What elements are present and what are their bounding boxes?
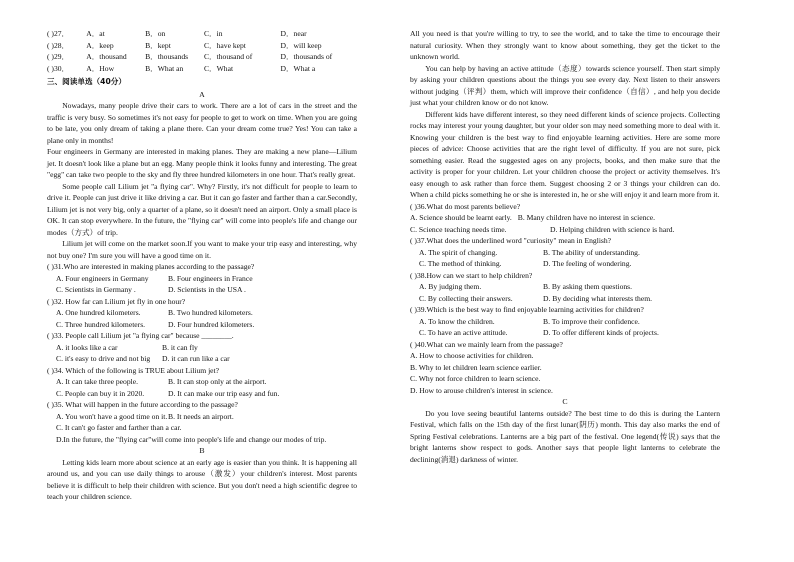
answer-option: C. Three hundred kilometers. <box>56 319 146 329</box>
option-line <box>47 319 357 331</box>
answer-option: A. By judging them. <box>419 282 482 291</box>
option-cell: B．on <box>145 29 166 38</box>
answer-option: B. it can fly <box>162 342 198 352</box>
passage-c-heading: C <box>562 397 568 406</box>
option-cell: C．What <box>203 63 234 73</box>
answer-option: C. Why not force children to learn science. <box>410 374 541 383</box>
question-35-option-d: D.In the future, the "flying car"will come into people's life and change our modes of trip. <box>56 434 327 444</box>
passage-b-questions <box>410 201 720 339</box>
paragraph: Nowadays, many people drive their cars to work. There are a lot of cars in the street and the traffic is very busy. So sometimes it's not easy for people to get to work on time. When you are going to be late, you only dream of taking a plane there. Can your dream come true? Yes! You can take a plane only in months! <box>47 101 357 145</box>
option-cell: A．keep <box>86 40 114 50</box>
option-line <box>47 342 357 354</box>
answer-option: A. To know the children. <box>419 316 495 326</box>
paragraph: Some people call Lilium jet "a flying car". Why? Firstly, it's not difficult for people to learn to drive it. People can just drive it like driving a car. But it can go faster and farther than a car.Secondly, Lilium jet is not very big, only a quarter of a plane, so it doesn't need an airport. Only a small place is OK. It can stop everywhere. In the future, the "flying car" will come into people's life and change our modes（方式）of trip. <box>47 181 357 237</box>
option-cell: D．thousands of <box>280 52 333 61</box>
option-row <box>47 63 357 75</box>
option-line <box>47 353 357 365</box>
right-column <box>410 28 720 465</box>
answer-option: C. It can't go faster and farther than a car. <box>56 423 182 432</box>
left-column <box>47 28 357 503</box>
answer-option: D. How to arouse children's interest in science. <box>410 385 553 395</box>
paragraph: Different kids have different interest, so they need different kinds of science projects. Collecting rocks may interest your young daughter, but your older son may need something more to deal with it. Knowing your children is the best way to find enjoyable learning activities. Here are some more pieces of advice: Choose activities that are the right level of difficulty. If you are not sure, pick something easier. Read the suggested ages on any projects, books, and then make sure that the activity is proper for your children. Let your children choose the project or activity themselves. It's easy enough to ask rather than force them. Suggest choosing 2 or 3 things your children can do. When a child picks something he or she is interested in, he or she will enjoy it and learn more from it. <box>410 109 720 199</box>
passage-c-paragraph: Do you love seeing beautiful lanterns outside? The best time to do this is during the Lantern Festival, which falls on the 15th day of the first lunar(阴历) month. This day also marks the end of Spring Festival celebrations. Lanterns are a big part of the festival. One legend(传说) says that the bright lanterns show respect to gods. Another says that people light lanterns to celebrate the declining(消退) darkness of winter. <box>410 408 720 464</box>
option-cell: C．in <box>203 29 223 38</box>
answer-option: D. Four hundred kilometers. <box>168 319 255 329</box>
question-stem: ( )33. People call Lilium jet "a flying car" because ________. <box>47 331 234 340</box>
option-cell: C．thousand of <box>203 52 253 61</box>
answer-option: C. Science teaching needs time. <box>410 224 507 234</box>
passage-a-questions <box>47 261 357 434</box>
option-line <box>47 411 357 423</box>
answer-option: A. Science should be learnt early. <box>410 213 512 222</box>
paragraph: Lilium jet will come on the market soon.If you want to make your trip easy and interesting, why not buy one? I'm sure you will have a good time on it. <box>47 239 357 260</box>
question-stem: ( )36.What do most parents believe? <box>410 201 521 211</box>
answer-option: D. To offer different kinds of projects. <box>543 328 659 337</box>
question-stem: ( )38.How can we start to help children? <box>410 270 533 280</box>
answer-option: D. it can run like a car <box>162 354 230 363</box>
option-line <box>410 247 720 259</box>
option-row <box>47 28 357 40</box>
question-stem: ( )37.What does the underlined word "curiosity" mean in English? <box>410 236 612 245</box>
section-heading: 三、阅读单选（40分） <box>47 77 126 86</box>
option-cell: ( )30． <box>47 63 70 73</box>
question-stem: ( )40.What can we mainly learn from the passage? <box>410 339 563 349</box>
option-line <box>410 316 720 328</box>
passage-b-heading: B <box>199 446 205 455</box>
question-stem: ( )32. How far can Lilium jet fly in one hour? <box>47 296 186 306</box>
option-cell: ( )29． <box>47 52 70 61</box>
answer-option: A. it looks like a car <box>56 342 118 352</box>
answer-option: D. Helping children with science is hard. <box>550 224 675 234</box>
option-line <box>47 284 357 296</box>
option-line <box>410 293 720 305</box>
answer-option: A. One hundred kilometers. <box>56 308 141 317</box>
option-line <box>47 273 357 285</box>
answer-option: D. By deciding what interests them. <box>543 293 653 303</box>
option-cell: ( )28． <box>47 40 70 50</box>
passage-b-left-paragraph: Letting kids learn more about science at an early age is easier than you think. It is happening all around us, and you can use daily things to arouse（激发）your children's interest. Most parents believe it is difficult to help their children with science. But you don't need a high scientific degree to teach your children science. <box>47 457 357 501</box>
answer-option: D. It can make our trip easy and fun. <box>168 388 280 398</box>
answer-option: A. Four engineers in Germany <box>56 273 149 283</box>
answer-option: C. The method of thinking. <box>419 259 502 268</box>
option-line <box>410 327 720 339</box>
option-line <box>410 224 720 236</box>
answer-option: B. Many children have no interest in science. <box>517 213 656 222</box>
passage-b-body <box>410 28 720 201</box>
answer-option: B. To improve their confidence. <box>543 316 640 326</box>
option-line <box>47 376 357 388</box>
option-cell: B．kept <box>145 40 171 50</box>
option-cell: ( )27． <box>47 29 70 38</box>
question-stem: ( )31.Who are interested in making planes according to the passage? <box>47 262 255 271</box>
question-stem: ( )35. What will happen in the future according to the passage? <box>47 400 238 409</box>
option-line <box>47 307 357 319</box>
answer-option: B. By asking them questions. <box>543 282 633 291</box>
option-cell: C．have kept <box>203 40 246 50</box>
question-40 <box>410 339 720 397</box>
answer-option: B. The ability of understanding. <box>543 247 640 257</box>
option-cell: B．What an <box>145 63 184 73</box>
option-cell: D．near <box>280 29 307 38</box>
option-line <box>47 388 357 400</box>
answer-option: B. It needs an airport. <box>168 411 234 421</box>
answer-option: A. You won't have a good time on it. <box>56 411 168 421</box>
option-cell: D．What a <box>280 63 316 73</box>
option-line <box>410 281 720 293</box>
question-stem: ( )39.Which is the best way to find enjoyable learning activities for children? <box>410 305 644 314</box>
option-cell: A．at <box>86 29 105 38</box>
paragraph: Four engineers in Germany are interested in making planes. They are making a new plane—Lilium jet. It doesn't look like a plane but an egg. Many people think it looks funny and interesting. The great "egg" can take two people to the sky and fly three hundred kilometers in one hour. That's really great. <box>47 147 357 179</box>
option-cell: D．will keep <box>280 40 322 50</box>
option-row <box>47 51 357 63</box>
answer-option: C. People can buy it in 2020. <box>56 388 145 398</box>
option-row <box>47 40 357 52</box>
answer-option: A. How to choose activities for children. <box>410 351 534 360</box>
answer-option: A. It can take three people. <box>56 377 139 386</box>
answer-option: D. Scientists in the USA . <box>168 285 246 294</box>
answer-option: B. Four engineers in France <box>168 273 253 283</box>
option-line <box>410 212 720 224</box>
answer-option: C. To have an active attitude. <box>419 328 508 337</box>
answer-option: D. The feeling of wondering. <box>543 259 632 268</box>
option-cell: A．How <box>86 63 115 73</box>
answer-option: B. Why to let children learn science earlier. <box>410 362 542 372</box>
answer-option: A. The spirit of changing. <box>419 247 498 257</box>
passage-a-body <box>47 100 357 261</box>
answer-option: B. It can stop only at the airport. <box>168 377 267 386</box>
passage-a-heading: A <box>199 89 205 99</box>
paragraph: All you need is that you're willing to try, to see the world, and to take the time to encourage their natural curiosity. When they strongly want to know about something, they get the ticket to the unknown world. <box>410 29 720 61</box>
option-line <box>47 422 357 434</box>
option-line <box>410 258 720 270</box>
options-table <box>47 28 357 74</box>
answer-option: C. Scientists in Germany . <box>56 285 136 294</box>
paragraph: You can help by having an active attitude（态度）towards science yourself. Then start simply by asking your children questions about the things you see every day. Next listen to their answers without judging（评判）them, which will improve their confidence（自信）, and help you decide just what your children know or do not know. <box>410 63 720 107</box>
question-stem: ( )34. Which of the following is TRUE about Lilium jet? <box>47 365 220 375</box>
answer-option: C. it's easy to drive and not big <box>56 354 151 363</box>
answer-option: B. Two hundred kilometers. <box>168 308 253 317</box>
option-cell: A．thousand <box>86 52 127 61</box>
answer-option: C. By collecting their answers. <box>419 293 513 303</box>
option-cell: B．thousands <box>145 52 189 61</box>
